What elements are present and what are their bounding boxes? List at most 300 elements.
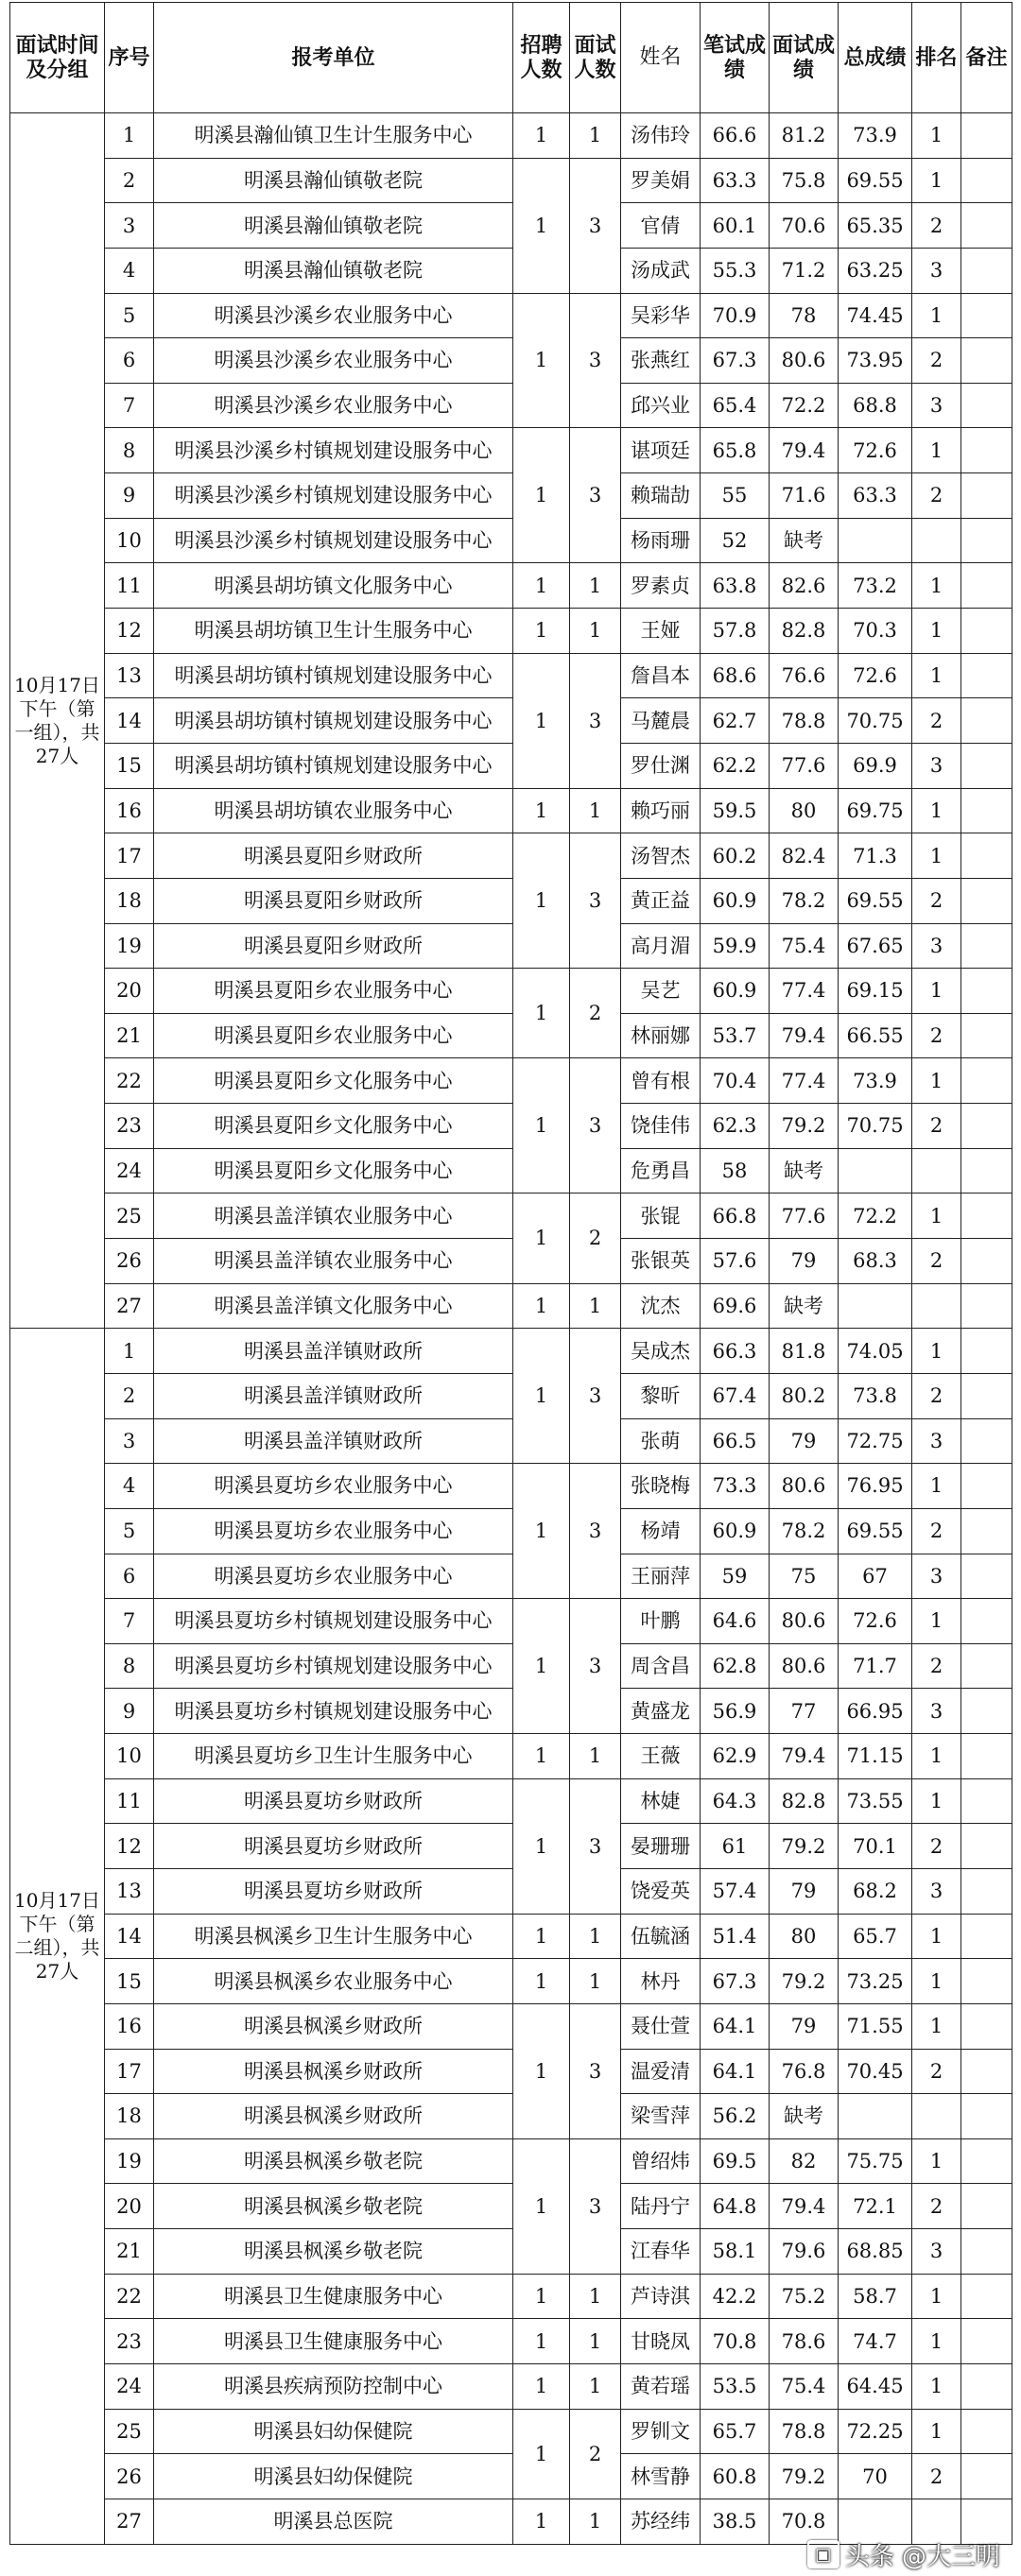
- row-rank: 3: [912, 1689, 961, 1734]
- row-interview-count: 3: [570, 833, 621, 969]
- row-note: [961, 2364, 1012, 2410]
- row-no: 12: [105, 1824, 154, 1869]
- row-no: 1: [105, 113, 154, 159]
- row-interview-score: 缺考: [770, 1148, 839, 1194]
- row-name: 饶佳伟: [621, 1104, 701, 1149]
- row-note: [961, 2454, 1012, 2499]
- row-rank: 1: [912, 1329, 961, 1374]
- row-no: 8: [105, 1643, 154, 1689]
- row-written-score: 64.8: [701, 2184, 770, 2229]
- row-no: 20: [105, 2184, 154, 2229]
- row-written-score: 51.4: [701, 1914, 770, 1959]
- row-interview-count: 1: [570, 563, 621, 609]
- row-recruit: 1: [513, 2364, 570, 2410]
- row-recruit: 1: [513, 2409, 570, 2499]
- row-total-score: 73.95: [839, 338, 912, 384]
- row-no: 3: [105, 1418, 154, 1464]
- row-note: [961, 2229, 1012, 2275]
- row-total-score: 70.75: [839, 698, 912, 744]
- row-total-score: 70.45: [839, 2049, 912, 2094]
- row-rank: 2: [912, 338, 961, 384]
- table-row: [10, 338, 1012, 384]
- row-written-score: 69.5: [701, 2138, 770, 2184]
- row-note: [961, 2409, 1012, 2454]
- row-written-score: 67.3: [701, 338, 770, 384]
- table-row: [10, 1778, 1012, 1824]
- row-total-score: 69.15: [839, 969, 912, 1014]
- row-no: 1: [105, 1329, 154, 1374]
- row-unit: 明溪县枫溪乡财政所: [154, 2003, 513, 2049]
- row-no: 17: [105, 833, 154, 879]
- row-unit: 明溪县卫生健康服务中心: [154, 2319, 513, 2364]
- row-note: [961, 1148, 1012, 1194]
- table-row: [10, 2184, 1012, 2229]
- row-total-score: 73.2: [839, 563, 912, 609]
- row-interview-count: 3: [570, 1778, 621, 1914]
- row-unit: 明溪县夏坊乡村镇规划建设服务中心: [154, 1643, 513, 1689]
- row-written-score: 67.4: [701, 1373, 770, 1418]
- row-written-score: 66.5: [701, 1418, 770, 1464]
- row-note: [961, 1689, 1012, 1734]
- row-interview-score: 缺考: [770, 1283, 839, 1329]
- header-rank: 排名: [912, 3, 961, 113]
- row-interview-score: 79: [770, 1418, 839, 1464]
- row-rank: 2: [912, 1508, 961, 1554]
- row-recruit: 1: [513, 158, 570, 293]
- header-written-score: 笔试成绩: [701, 3, 770, 113]
- row-no: 17: [105, 2049, 154, 2094]
- row-no: 19: [105, 2138, 154, 2184]
- row-name: 张锟: [621, 1194, 701, 1239]
- row-no: 9: [105, 1689, 154, 1734]
- row-written-score: 66.3: [701, 1329, 770, 1374]
- row-unit: 明溪县沙溪乡农业服务中心: [154, 383, 513, 428]
- row-interview-score: 75.4: [770, 923, 839, 969]
- row-interview-score: 79.4: [770, 1013, 839, 1058]
- row-interview-score: 70.8: [770, 2499, 839, 2544]
- row-recruit: 1: [513, 293, 570, 428]
- table-row: [10, 2094, 1012, 2139]
- table-row: [10, 1734, 1012, 1779]
- row-rank: 1: [912, 2364, 961, 2410]
- row-written-score: 63.8: [701, 563, 770, 609]
- row-interview-score: 82: [770, 2138, 839, 2184]
- row-total-score: 71.15: [839, 1734, 912, 1779]
- row-no: 9: [105, 473, 154, 519]
- row-total-score: 71.3: [839, 833, 912, 879]
- row-no: 27: [105, 1283, 154, 1329]
- header-note: 备注: [961, 3, 1012, 113]
- row-interview-score: 78.8: [770, 698, 839, 744]
- row-total-score: 69.9: [839, 743, 912, 788]
- row-recruit: 1: [513, 1329, 570, 1464]
- row-rank: 1: [912, 2003, 961, 2049]
- row-no: 22: [105, 2274, 154, 2319]
- row-written-score: 62.3: [701, 1104, 770, 1149]
- row-unit: 明溪县瀚仙镇敬老院: [154, 203, 513, 249]
- row-rank: 3: [912, 1554, 961, 1599]
- row-note: [961, 788, 1012, 833]
- row-interview-score: 80: [770, 1914, 839, 1959]
- row-name: 聂仕萱: [621, 2003, 701, 2049]
- row-interview-count: 3: [570, 1058, 621, 1194]
- row-no: 24: [105, 1148, 154, 1194]
- row-note: [961, 1373, 1012, 1418]
- row-unit: 明溪县胡坊镇文化服务中心: [154, 563, 513, 609]
- row-no: 3: [105, 203, 154, 249]
- watermark: [807, 2538, 1000, 2570]
- row-recruit: 1: [513, 2138, 570, 2274]
- row-rank: 2: [912, 1373, 961, 1418]
- row-note: [961, 2319, 1012, 2364]
- header-unit: 报考单位: [154, 3, 513, 113]
- row-unit: 明溪县夏坊乡村镇规划建设服务中心: [154, 1599, 513, 1644]
- group-time-cell: 10月17日下午（第二组），共27人: [10, 1329, 105, 2544]
- row-no: 21: [105, 1013, 154, 1058]
- table-row: [10, 1013, 1012, 1058]
- row-rank: 1: [912, 2138, 961, 2184]
- row-unit: 明溪县夏阳乡财政所: [154, 833, 513, 879]
- row-written-score: 65.4: [701, 383, 770, 428]
- row-written-score: 70.8: [701, 2319, 770, 2364]
- row-written-score: 56.2: [701, 2094, 770, 2139]
- row-name: 马麓晨: [621, 698, 701, 744]
- row-recruit: 1: [513, 653, 570, 788]
- table-row: [10, 248, 1012, 293]
- header-recruit: 招聘人数: [513, 3, 570, 113]
- row-no: 4: [105, 1464, 154, 1509]
- row-unit: 明溪县盖洋镇文化服务中心: [154, 1283, 513, 1329]
- row-total-score: 72.2: [839, 1194, 912, 1239]
- table-row: [10, 473, 1012, 519]
- row-name: 杨雨珊: [621, 518, 701, 563]
- row-total-score: 72.6: [839, 428, 912, 473]
- row-total-score: 73.55: [839, 1778, 912, 1824]
- table-row: [10, 1464, 1012, 1509]
- row-written-score: 64.3: [701, 1778, 770, 1824]
- row-note: [961, 428, 1012, 473]
- row-total-score: [839, 1148, 912, 1194]
- row-no: 11: [105, 1778, 154, 1824]
- row-total-score: 69.55: [839, 1508, 912, 1554]
- row-recruit: 1: [513, 1959, 570, 2004]
- row-interview-score: 缺考: [770, 2094, 839, 2139]
- row-note: [961, 113, 1012, 159]
- row-name: 黄若瑶: [621, 2364, 701, 2410]
- row-note: [961, 563, 1012, 609]
- row-name: 危勇昌: [621, 1148, 701, 1194]
- row-interview-score: 79.6: [770, 2229, 839, 2275]
- row-written-score: 60.1: [701, 203, 770, 249]
- row-written-score: 61: [701, 1824, 770, 1869]
- row-total-score: 65.7: [839, 1914, 912, 1959]
- row-interview-score: 77.4: [770, 1058, 839, 1104]
- row-unit: 明溪县夏阳乡农业服务中心: [154, 1013, 513, 1058]
- row-interview-count: 3: [570, 2138, 621, 2274]
- row-interview-score: 77.6: [770, 1194, 839, 1239]
- row-rank: 1: [912, 2274, 961, 2319]
- row-interview-count: 3: [570, 653, 621, 788]
- row-name: 罗美娟: [621, 158, 701, 203]
- row-name: 苏经纬: [621, 2499, 701, 2544]
- row-name: 伍毓涵: [621, 1914, 701, 1959]
- row-written-score: 64.1: [701, 2003, 770, 2049]
- row-name: 吴艺: [621, 969, 701, 1014]
- row-name: 张燕红: [621, 338, 701, 384]
- row-rank: 3: [912, 923, 961, 969]
- row-written-score: 59: [701, 1554, 770, 1599]
- row-rank: 3: [912, 1418, 961, 1464]
- row-total-score: 71.55: [839, 2003, 912, 2049]
- row-written-score: 58: [701, 1148, 770, 1194]
- row-rank: 3: [912, 383, 961, 428]
- row-total-score: [839, 2094, 912, 2139]
- row-interview-score: 80.6: [770, 1599, 839, 1644]
- table-row: [10, 1959, 1012, 2004]
- table-row: [10, 1058, 1012, 1104]
- row-note: [961, 609, 1012, 654]
- row-no: 12: [105, 609, 154, 654]
- row-interview-score: 79: [770, 2003, 839, 2049]
- row-interview-count: 3: [570, 1464, 621, 1599]
- row-total-score: 63.25: [839, 248, 912, 293]
- row-written-score: 63.3: [701, 158, 770, 203]
- row-unit: 明溪县卫生健康服务中心: [154, 2274, 513, 2319]
- row-interview-count: 1: [570, 1959, 621, 2004]
- group-time-cell: 10月17日下午（第一组），共27人: [10, 113, 105, 1329]
- row-note: [961, 518, 1012, 563]
- row-rank: 1: [912, 653, 961, 698]
- row-no: 2: [105, 1373, 154, 1418]
- table-row: [10, 1599, 1012, 1644]
- row-note: [961, 1959, 1012, 2004]
- row-note: [961, 1058, 1012, 1104]
- row-interview-score: 82.4: [770, 833, 839, 879]
- row-no: 13: [105, 653, 154, 698]
- row-name: 林丽娜: [621, 1013, 701, 1058]
- row-interview-score: 79.2: [770, 1104, 839, 1149]
- row-rank: 3: [912, 248, 961, 293]
- row-note: [961, 1194, 1012, 1239]
- row-written-score: 64.6: [701, 1599, 770, 1644]
- row-name: 吴成杰: [621, 1329, 701, 1374]
- row-interview-score: 79: [770, 1239, 839, 1284]
- table-row: [10, 113, 1012, 159]
- row-total-score: 69.75: [839, 788, 912, 833]
- row-interview-score: 75.2: [770, 2274, 839, 2319]
- row-rank: 1: [912, 2409, 961, 2454]
- row-interview-count: 1: [570, 2319, 621, 2364]
- table-row: [10, 1329, 1012, 1374]
- row-name: 詹昌本: [621, 653, 701, 698]
- row-note: [961, 1013, 1012, 1058]
- row-interview-score: 77.4: [770, 969, 839, 1014]
- row-name: 梁雪萍: [621, 2094, 701, 2139]
- row-unit: 明溪县妇幼保健院: [154, 2454, 513, 2499]
- table-row: [10, 969, 1012, 1014]
- row-unit: 明溪县夏坊乡农业服务中心: [154, 1554, 513, 1599]
- row-no: 24: [105, 2364, 154, 2410]
- row-total-score: 74.05: [839, 1329, 912, 1374]
- table-row: [10, 788, 1012, 833]
- row-interview-score: 78.6: [770, 2319, 839, 2364]
- row-interview-score: 75.8: [770, 158, 839, 203]
- row-written-score: 60.9: [701, 969, 770, 1014]
- row-recruit: 1: [513, 1283, 570, 1329]
- table-row: [10, 428, 1012, 473]
- row-unit: 明溪县夏阳乡文化服务中心: [154, 1104, 513, 1149]
- row-note: [961, 2049, 1012, 2094]
- row-unit: 明溪县枫溪乡财政所: [154, 2094, 513, 2139]
- row-interview-score: 79.2: [770, 1824, 839, 1869]
- row-total-score: 65.35: [839, 203, 912, 249]
- row-interview-count: 3: [570, 2003, 621, 2138]
- row-unit: 明溪县夏阳乡财政所: [154, 878, 513, 923]
- row-unit: 明溪县瀚仙镇敬老院: [154, 158, 513, 203]
- table-row: [10, 518, 1012, 563]
- row-total-score: 72.6: [839, 1599, 912, 1644]
- row-total-score: 70.75: [839, 1104, 912, 1149]
- row-rank: 1: [912, 969, 961, 1014]
- row-rank: 2: [912, 878, 961, 923]
- header-name: 姓名: [621, 3, 701, 113]
- row-written-score: 42.2: [701, 2274, 770, 2319]
- table-row: [10, 1104, 1012, 1149]
- table-row: [10, 383, 1012, 428]
- row-recruit: 1: [513, 1734, 570, 1779]
- row-rank: 1: [912, 788, 961, 833]
- row-interview-count: 3: [570, 1329, 621, 1464]
- row-no: 21: [105, 2229, 154, 2275]
- row-no: 5: [105, 1508, 154, 1554]
- row-rank: 1: [912, 1058, 961, 1104]
- row-rank: 1: [912, 428, 961, 473]
- table-row: [10, 2319, 1012, 2364]
- row-written-score: 70.4: [701, 1058, 770, 1104]
- table-row: [10, 2003, 1012, 2049]
- row-total-score: 66.95: [839, 1689, 912, 1734]
- row-rank: 3: [912, 1868, 961, 1914]
- row-note: [961, 473, 1012, 519]
- row-total-score: 73.8: [839, 1373, 912, 1418]
- row-note: [961, 1104, 1012, 1149]
- results-sheet: [9, 2, 1012, 2545]
- row-no: 14: [105, 698, 154, 744]
- row-total-score: 68.3: [839, 1239, 912, 1284]
- row-interview-score: 82.8: [770, 1778, 839, 1824]
- row-interview-count: 2: [570, 2409, 621, 2499]
- row-no: 23: [105, 1104, 154, 1149]
- header-interview-score: 面试成绩: [770, 3, 839, 113]
- row-name: 饶爱英: [621, 1868, 701, 1914]
- table-row: [10, 2274, 1012, 2319]
- table-row: [10, 563, 1012, 609]
- row-interview-count: 1: [570, 788, 621, 833]
- row-no: 11: [105, 563, 154, 609]
- row-written-score: 53.5: [701, 2364, 770, 2410]
- row-written-score: 60.8: [701, 2454, 770, 2499]
- row-total-score: 70.3: [839, 609, 912, 654]
- row-interview-score: 76.6: [770, 653, 839, 698]
- row-note: [961, 1643, 1012, 1689]
- row-name: 黄盛龙: [621, 1689, 701, 1734]
- row-interview-count: 2: [570, 969, 621, 1058]
- row-note: [961, 383, 1012, 428]
- row-written-score: 68.6: [701, 653, 770, 698]
- row-no: 20: [105, 969, 154, 1014]
- row-note: [961, 293, 1012, 338]
- row-rank: [912, 518, 961, 563]
- row-no: 14: [105, 1914, 154, 1959]
- row-unit: 明溪县夏坊乡农业服务中心: [154, 1464, 513, 1509]
- row-rank: 1: [912, 609, 961, 654]
- row-name: 沈杰: [621, 1283, 701, 1329]
- row-note: [961, 2003, 1012, 2049]
- row-unit: 明溪县盖洋镇财政所: [154, 1329, 513, 1374]
- row-unit: 明溪县疾病预防控制中心: [154, 2364, 513, 2410]
- row-written-score: 62.2: [701, 743, 770, 788]
- table-row: [10, 2409, 1012, 2454]
- row-written-score: 56.9: [701, 1689, 770, 1734]
- row-written-score: 65.7: [701, 2409, 770, 2454]
- row-no: 7: [105, 1599, 154, 1644]
- row-unit: 明溪县夏坊乡卫生计生服务中心: [154, 1734, 513, 1779]
- row-no: 22: [105, 1058, 154, 1104]
- row-name: 谌项廷: [621, 428, 701, 473]
- row-note: [961, 923, 1012, 969]
- row-rank: 2: [912, 1643, 961, 1689]
- row-total-score: 69.55: [839, 878, 912, 923]
- row-note: [961, 1329, 1012, 1374]
- row-recruit: 1: [513, 1464, 570, 1599]
- row-unit: 明溪县盖洋镇财政所: [154, 1418, 513, 1464]
- row-interview-count: 3: [570, 158, 621, 293]
- row-unit: 明溪县沙溪乡农业服务中心: [154, 293, 513, 338]
- row-no: 16: [105, 788, 154, 833]
- row-total-score: 64.45: [839, 2364, 912, 2410]
- row-unit: 明溪县枫溪乡农业服务中心: [154, 1959, 513, 2004]
- row-unit: 明溪县夏阳乡文化服务中心: [154, 1058, 513, 1104]
- row-recruit: 1: [513, 2499, 570, 2544]
- row-recruit: 1: [513, 1194, 570, 1283]
- row-interview-score: 77.6: [770, 743, 839, 788]
- table-row: [10, 1914, 1012, 1959]
- row-name: 王娅: [621, 609, 701, 654]
- row-rank: 2: [912, 2454, 961, 2499]
- row-no: 13: [105, 1868, 154, 1914]
- row-no: 15: [105, 743, 154, 788]
- row-note: [961, 248, 1012, 293]
- row-recruit: 1: [513, 563, 570, 609]
- row-note: [961, 878, 1012, 923]
- row-name: 吴彩华: [621, 293, 701, 338]
- row-recruit: 1: [513, 2319, 570, 2364]
- row-interview-score: 72.2: [770, 383, 839, 428]
- row-written-score: 60.2: [701, 833, 770, 879]
- row-interview-score: 78.8: [770, 2409, 839, 2454]
- row-rank: 1: [912, 563, 961, 609]
- table-row: [10, 1148, 1012, 1194]
- row-rank: 2: [912, 1824, 961, 1869]
- row-recruit: 1: [513, 113, 570, 159]
- row-no: 25: [105, 1194, 154, 1239]
- row-written-score: 65.8: [701, 428, 770, 473]
- row-note: [961, 1239, 1012, 1284]
- row-interview-score: 78: [770, 293, 839, 338]
- row-rank: 1: [912, 293, 961, 338]
- row-rank: 1: [912, 1914, 961, 1959]
- row-interview-score: 78.2: [770, 1508, 839, 1554]
